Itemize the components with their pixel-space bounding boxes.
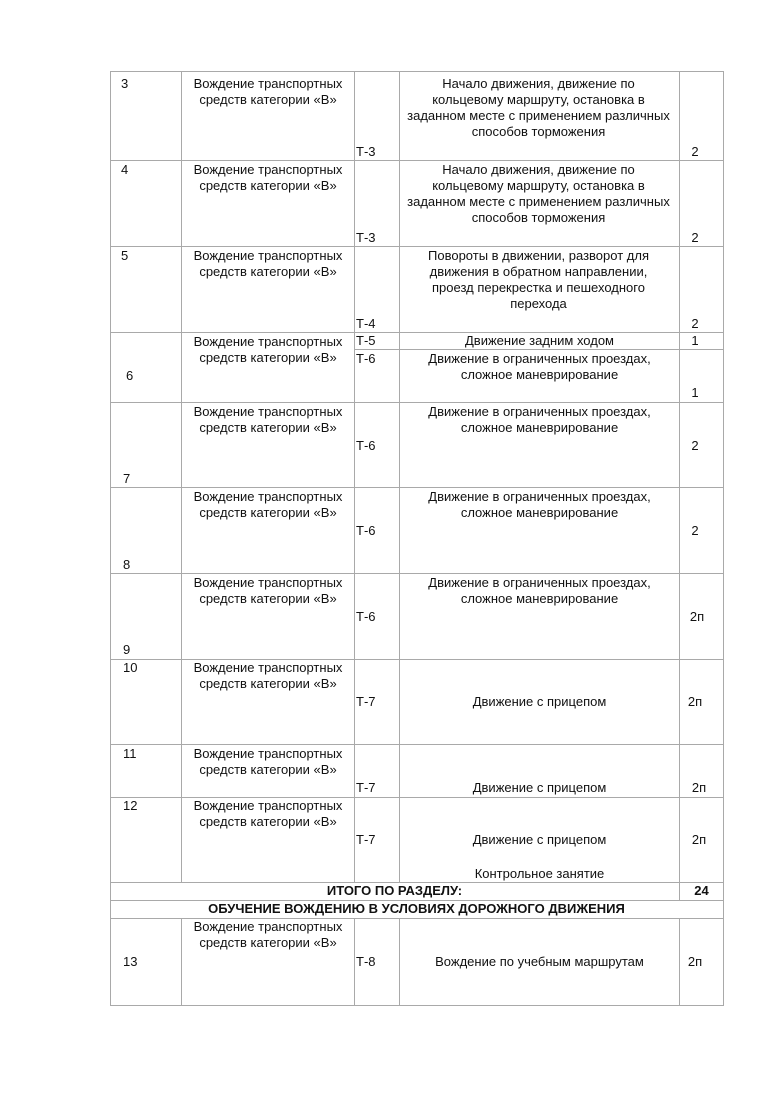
- lesson-code: Т-7: [356, 694, 376, 709]
- lesson-code: Т-6: [356, 523, 376, 538]
- topic-line: Движение с прицепом: [472, 694, 607, 709]
- section-title: ОБУЧЕНИЕ ВОЖДЕНИЮ В УСЛОВИЯХ ДОРОЖНОГО ДВИЖЕНИЯ: [208, 901, 625, 916]
- lesson-code: Т-5: [356, 333, 376, 348]
- topic-line: заданном месте с применением различных: [407, 108, 670, 123]
- row-number: 10: [123, 660, 138, 675]
- hours-value: 1: [691, 333, 699, 348]
- topic-line: проезд перекрестка и пешеходного: [432, 280, 645, 295]
- subject-line: Вождение транспортных: [193, 746, 343, 761]
- row-number: 5: [121, 248, 129, 263]
- lesson-code: Т-8: [356, 954, 376, 969]
- row-divider: [110, 573, 723, 574]
- topic-line: Движение в ограниченных проездах,: [428, 575, 651, 590]
- subject-line: Вождение транспортных: [193, 919, 343, 934]
- subject-line: средств категории «В»: [199, 676, 337, 691]
- row-divider: [110, 487, 723, 488]
- hours-value: 2: [691, 144, 699, 159]
- row-number: 13: [123, 954, 138, 969]
- topic-line: сложное маневрирование: [460, 420, 619, 435]
- lesson-code: Т-4: [356, 316, 376, 331]
- subject-line: Вождение транспортных: [193, 404, 343, 419]
- border-bottom: [110, 1005, 723, 1006]
- subject-line: Вождение транспортных: [193, 660, 343, 675]
- lesson-code: Т-6: [356, 351, 376, 366]
- subject-line: Вождение транспортных: [193, 575, 343, 590]
- row-number: 6: [126, 368, 134, 383]
- subject-line: средств категории «В»: [199, 92, 337, 107]
- row-divider: [110, 246, 723, 247]
- subject-line: средств категории «В»: [199, 178, 337, 193]
- topic-line: Движение задним ходом: [465, 333, 614, 348]
- subject-line: Вождение транспортных: [193, 798, 343, 813]
- row-number: 3: [121, 76, 129, 91]
- topic-line: Движение с прицепом: [472, 832, 607, 847]
- topic-line: Движение в ограниченных проездах,: [428, 351, 651, 366]
- topic-line: кольцевому маршруту, остановка в: [432, 178, 645, 193]
- border-top: [110, 71, 723, 72]
- subject-line: средств категории «В»: [199, 420, 337, 435]
- subject-line: Вождение транспортных: [193, 248, 343, 263]
- col-divider-subject: [354, 918, 355, 1006]
- row-number: 4: [121, 162, 129, 177]
- lesson-code: Т-6: [356, 438, 376, 453]
- subject-line: средств категории «В»: [199, 762, 337, 777]
- row-number: 11: [123, 746, 137, 761]
- hours-value: 2п: [687, 954, 703, 969]
- row-number: 8: [123, 557, 131, 572]
- subject-line: средств категории «В»: [199, 935, 337, 950]
- subject-line: средств категории «В»: [199, 591, 337, 606]
- hours-value: 2п: [687, 694, 703, 709]
- row-divider: [110, 744, 723, 745]
- col-divider-subject: [354, 71, 355, 882]
- hours-value: 2: [691, 438, 699, 453]
- topic-line: кольцевому маршруту, остановка в: [432, 92, 645, 107]
- lesson-code: Т-3: [356, 230, 376, 245]
- topic-line: сложное маневрирование: [460, 505, 619, 520]
- hours-value: 1: [691, 385, 699, 400]
- topic-line: Начало движения, движение по: [442, 162, 635, 177]
- topic-line: способов торможения: [471, 124, 606, 139]
- row-number: 9: [123, 642, 131, 657]
- row-number: 12: [123, 798, 138, 813]
- subject-line: Вождение транспортных: [193, 489, 343, 504]
- lesson-code: Т-7: [356, 832, 376, 847]
- lesson-plan-table: [110, 71, 723, 1006]
- row6-split-divider: [354, 349, 723, 350]
- subject-line: средств категории «В»: [199, 814, 337, 829]
- hours-value: 2: [691, 316, 699, 331]
- total-label: ИТОГО ПО РАЗДЕЛУ:: [326, 883, 463, 898]
- hours-value: 2п: [691, 832, 707, 847]
- row-divider: [110, 402, 723, 403]
- total-hours: 24: [694, 883, 709, 898]
- lesson-code: Т-6: [356, 609, 376, 624]
- subject-line: Вождение транспортных: [193, 76, 343, 91]
- hours-value: 2: [691, 230, 699, 245]
- row-divider: [110, 160, 723, 161]
- topic-line: Повороты в движении, разворот для: [428, 248, 649, 263]
- topic-line: Вождение по учебным маршрутам: [435, 954, 644, 969]
- subject-line: Вождение транспортных: [193, 334, 343, 349]
- lesson-code: Т-7: [356, 780, 376, 795]
- border-left: [110, 71, 111, 1006]
- topic-line: сложное маневрирование: [460, 367, 619, 382]
- subject-line: Вождение транспортных: [193, 162, 343, 177]
- row-number: 7: [123, 471, 131, 486]
- topic-line: заданном месте с применением различных: [407, 194, 670, 209]
- topic-line: Движение в ограниченных проездах,: [428, 404, 651, 419]
- topic-line: способов торможения: [471, 210, 606, 225]
- topic-note: Контрольное занятие: [474, 866, 605, 881]
- topic-line: Начало движения, движение по: [442, 76, 635, 91]
- topic-line: движения в обратном направлении,: [429, 264, 648, 279]
- topic-line: сложное маневрирование: [460, 591, 619, 606]
- lesson-code: Т-3: [356, 144, 376, 159]
- topic-line: Движение в ограниченных проездах,: [428, 489, 651, 504]
- hours-value: 2п: [689, 609, 705, 624]
- topic-line: Движение с прицепом: [472, 780, 607, 795]
- topic-line: перехода: [510, 296, 567, 311]
- hours-value: 2: [691, 523, 699, 538]
- border-right: [723, 71, 724, 1006]
- subject-line: средств категории «В»: [199, 350, 337, 365]
- subject-line: средств категории «В»: [199, 505, 337, 520]
- subject-line: средств категории «В»: [199, 264, 337, 279]
- hours-value: 2п: [691, 780, 707, 795]
